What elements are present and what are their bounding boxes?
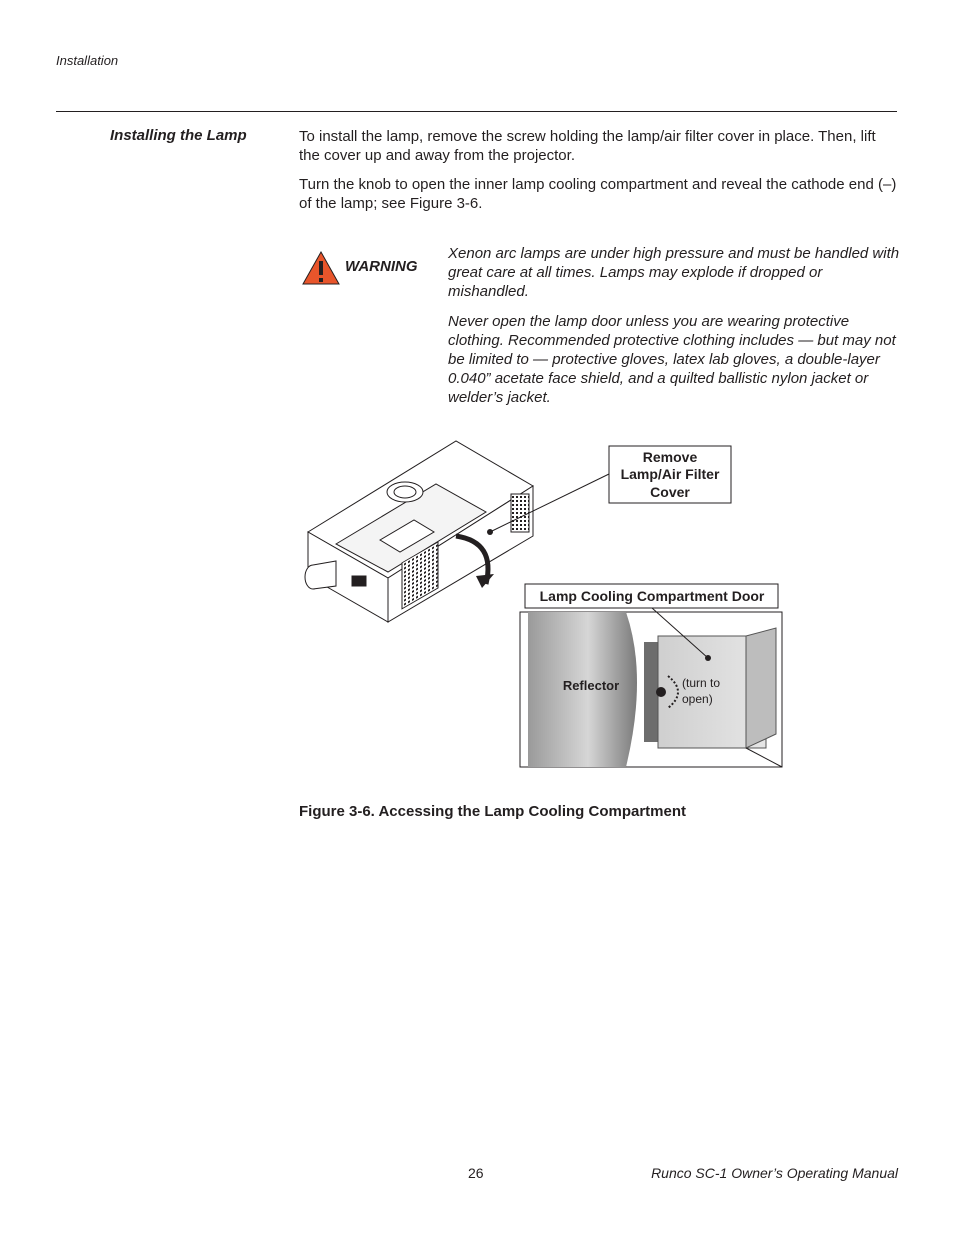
body-paragraph: To install the lamp, remove the screw holding the lamp/air filter cover in place. Then, lift the cover up and away from the projector. (299, 128, 876, 164)
callout-dot (705, 655, 711, 661)
figure-caption: Figure 3-6. Accessing the Lamp Cooling Compartment (299, 803, 686, 820)
knob-icon (656, 687, 666, 697)
warning-paragraph: Xenon arc lamps are under high pressure and must be handled with great care at all times. Lamps may explode if dropped or mishandled. (448, 245, 900, 300)
page-number: 26 (468, 1165, 484, 1181)
knob-note-line: open) (682, 692, 713, 706)
reflector-label: Reflector (562, 678, 620, 693)
lamp-compartment-figure (296, 436, 796, 776)
knob-note-line: (turn to (682, 676, 721, 690)
callout-cover-line: Cover (650, 484, 690, 500)
manual-title: Runco SC-1 Owner’s Operating Manual (651, 1165, 898, 1181)
arrow-head-icon (476, 574, 494, 588)
header-rule (56, 111, 897, 112)
section-heading: Installing the Lamp (110, 127, 247, 144)
callout-door-label: Lamp Cooling Compartment Door (539, 588, 765, 604)
callout-dot (487, 529, 493, 535)
projector-illustration (305, 441, 533, 622)
running-head: Installation (56, 53, 119, 68)
warning-paragraph: Never open the lamp door unless you are wearing protective clothing. Recommended protective clothing includes — but may not be limited to — protective gloves, latex lab gloves, a double-layer 0.040” acetate face shield, and a quilted ballistic nylon jacket or welder’s jacket. (448, 313, 896, 406)
body-paragraph: Turn the knob to open the inner lamp cooling compartment and reveal the cathode end (–) of the lamp; see Figure 3-6. (299, 176, 897, 212)
warning-label: WARNING (345, 258, 418, 275)
warning-triangle-icon (302, 251, 340, 285)
detail-photo (520, 608, 782, 767)
callout-cover-line: Lamp/Air Filter (620, 466, 720, 482)
callout-cover-line: Remove (642, 449, 698, 465)
